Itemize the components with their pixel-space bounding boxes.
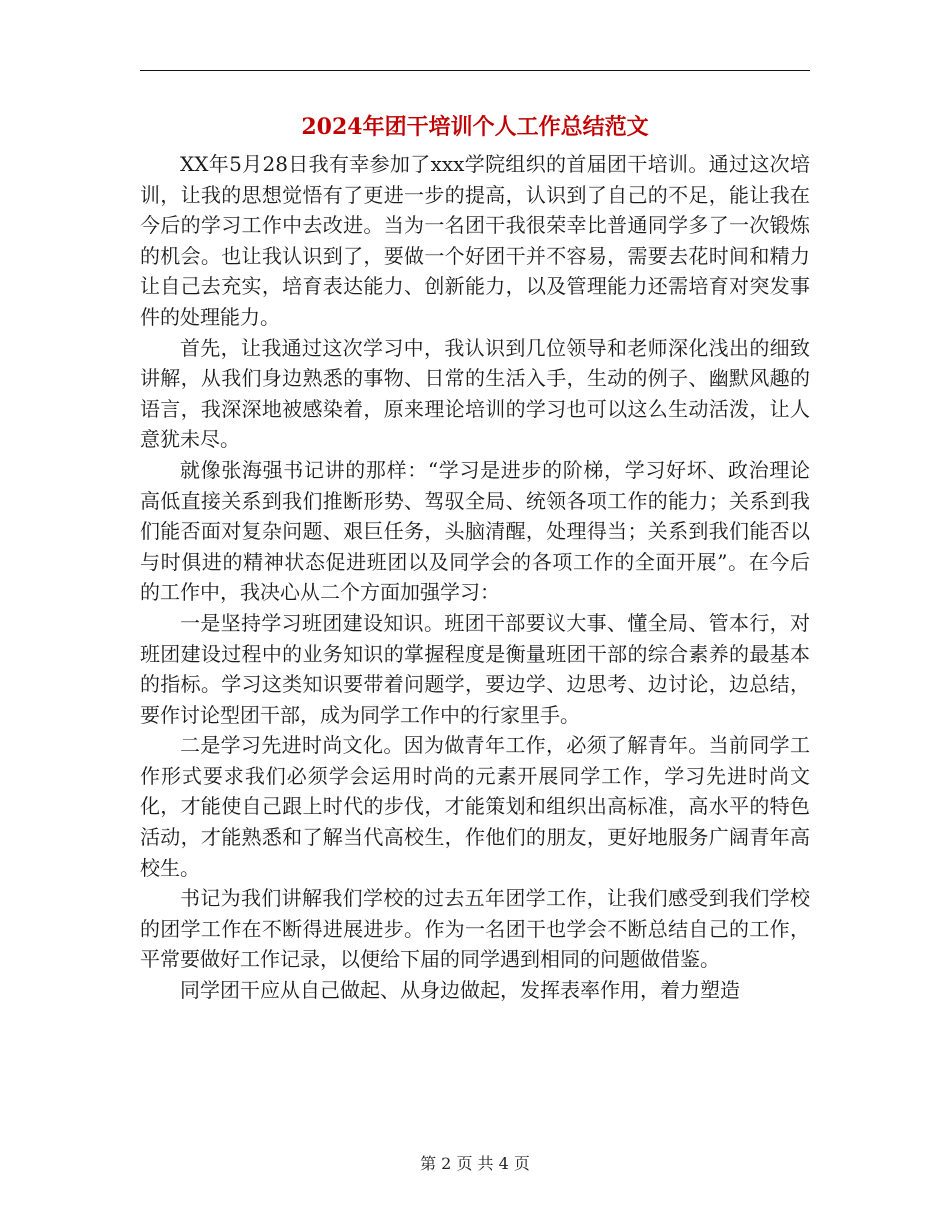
header-rule <box>140 70 810 71</box>
document-title: 2024年团干培训个人工作总结范文 <box>301 114 649 140</box>
paragraph: 二是学习先进时尚文化。因为做青年工作，必须了解青年。当前同学工作形式要求我们必须学会运用时尚的元素开展同学工作，学习先进时尚文化，才能使自己跟上时代的步伐，才能策划和组织出高标准，高水平的特色活动，才能熟悉和了解当代高校生，作他们的朋友，更好地服务广阔青年高校生。 <box>140 733 810 880</box>
paragraph: 首先，让我通过这次学习中，我认识到几位领导和老师深化浅出的细致讲解，从我们身边熟悉的事物、日常的生活入手，生动的例子、幽默风趣的语言，我深深地被感染着，原来理论培训的学习也可以这么生动活泼，让人意犹未尽。 <box>140 335 810 452</box>
paragraph: 书记为我们讲解我们学校的过去五年团学工作，让我们感受到我们学校的团学工作在不断得进展进步。作为一名团干也学会不断总结自己的工作，平常要做好工作记录，以便给下届的同学遇到相同的问题做借鉴。 <box>140 886 810 972</box>
document-body <box>140 149 810 1006</box>
paragraph: XX年5月28日我有幸参加了xxx学院组织的首届团干培训。通过这次培训，让我的思想觉悟有了更进一步的提高，认识到了自己的不足，能让我在今后的学习工作中去改进。当为一名团干我很荣幸比普通同学多了一次锻炼的机会。也让我认识到了，要做一个好团干并不容易，需要去花时间和精力让自己去充实，培育表达能力、创新能力，以及管理能力还需培育对突发事件的处理能力。 <box>140 152 810 329</box>
paragraph: 同学团干应从自己做起、从身边做起，发挥表率作用，着力塑造 <box>180 978 740 1003</box>
page-number-footer: 第 2 页 共 4 页 <box>420 1154 530 1173</box>
paragraph: 一是坚持学习班团建设知识。班团干部要议大事、懂全局、管本行，对班团建设过程中的业务知识的掌握程度是衡量班团干部的综合素养的最基本的指标。学习这类知识要带着问题学，要边学、边思考、边讨论，边总结，要作讨论型团干部，成为同学工作中的行家里手。 <box>140 610 810 727</box>
paragraph: 就像张海强书记讲的那样：“学习是进步的阶梯，学习好坏、政治理论高低直接关系到我们推断形势、驾驭全局、统领各项工作的能力；关系到我们能否面对复杂问题、艰巨任务，头脑清醒，处理得当；关系到我们能否以与时俱进的精神状态促进班团以及同学会的各项工作的全面开展”。在今后的工作中，我决心从二个方面加强学习： <box>140 457 810 605</box>
